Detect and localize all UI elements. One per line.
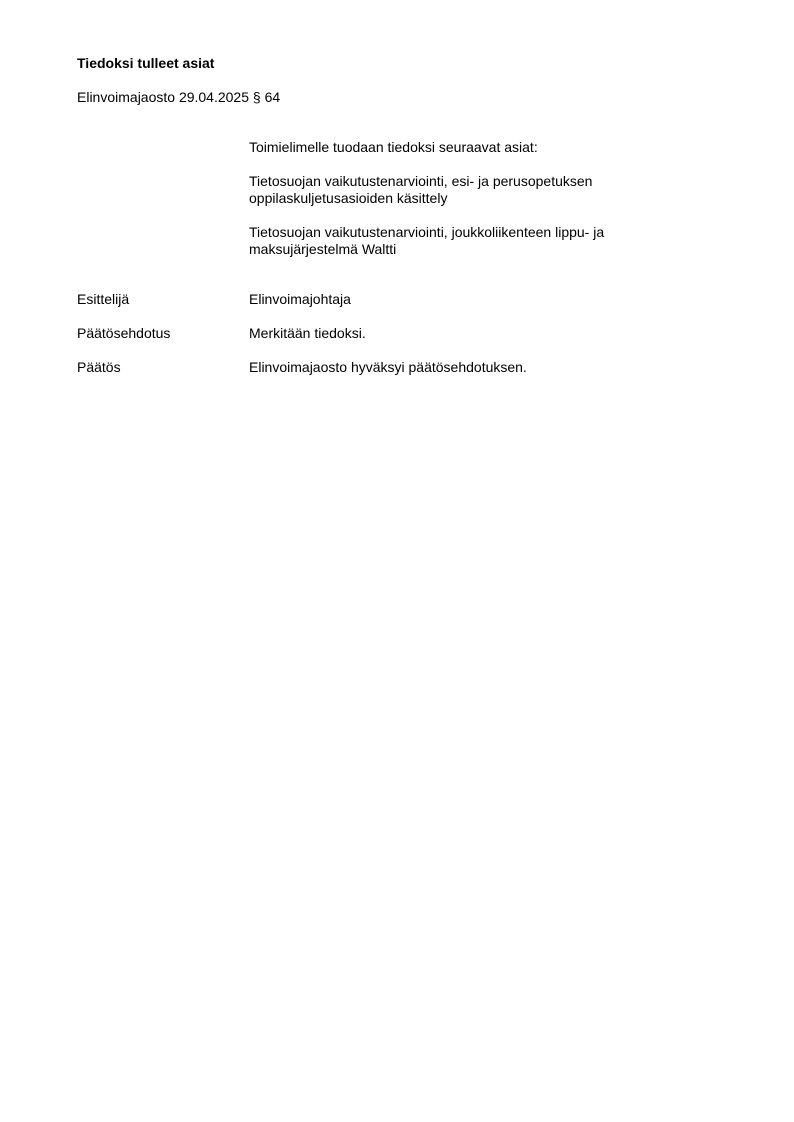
intro-line: Toimielimelle tuodaan tiedoksi seuraavat asiat: xyxy=(249,139,538,155)
presenter-value: Elinvoimajohtaja xyxy=(249,291,351,307)
intro-text xyxy=(249,139,629,156)
decision-value: Elinvoimajaosto hyväksyi päätösehdotuksen. xyxy=(249,359,527,375)
notice-item-line: Tietosuojan vaikutustenarviointi, joukkoliikenteen lippu- ja xyxy=(249,224,605,240)
notice-item-line: Tietosuojan vaikutustenarviointi, esi- ja perusopetuksen xyxy=(249,173,593,189)
meeting-reference: Elinvoimajaosto 29.04.2025 § 64 xyxy=(77,89,281,105)
notice-item xyxy=(249,224,629,258)
proposal-label: Päätösehdotus xyxy=(77,325,171,341)
presenter-label: Esittelijä xyxy=(77,291,130,307)
decision-label: Päätös xyxy=(77,359,121,375)
document-title: Tiedoksi tulleet asiat xyxy=(77,55,215,71)
notice-item-line: maksujärjestelmä Waltti xyxy=(249,241,397,257)
notice-item-line: oppilaskuljetusasioiden käsittely xyxy=(249,190,448,206)
proposal-value: Merkitään tiedoksi. xyxy=(249,325,366,341)
notice-item xyxy=(249,173,629,207)
